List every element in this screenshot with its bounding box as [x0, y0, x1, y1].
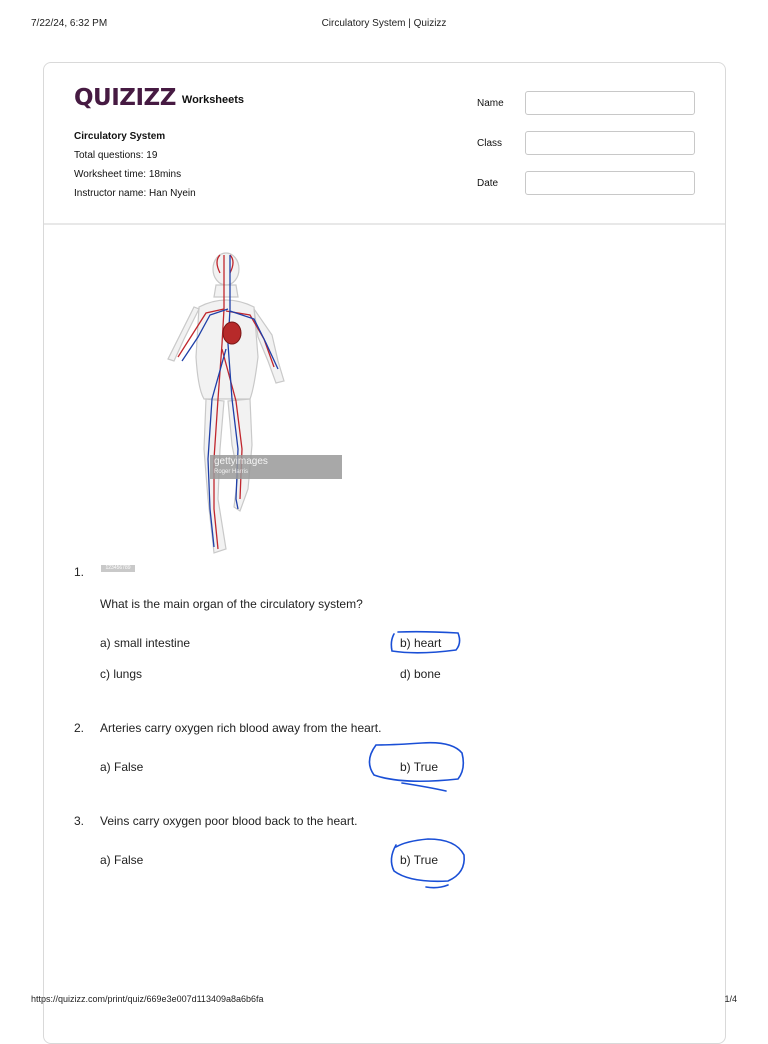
date-label: Date — [477, 177, 499, 189]
question-1-text: What is the main organ of the circulatory system? — [100, 597, 363, 611]
circulatory-system-image — [154, 249, 344, 569]
print-page-title: Circulatory System | Quizizz — [321, 18, 447, 29]
logo-product-name: Worksheets — [181, 94, 245, 106]
class-field[interactable] — [525, 131, 695, 155]
print-url: https://quizizz.com/print/quiz/669e3e007d113409a8a6b6fa — [31, 994, 264, 1004]
question-2-option-a[interactable]: a) False — [100, 760, 144, 774]
worksheet-info — [74, 127, 196, 203]
getty-watermark-sub: Roger Harris — [214, 469, 249, 475]
question-2-option-b[interactable]: b) True — [400, 760, 439, 774]
answer-circle-mark — [388, 629, 464, 659]
worksheet-title: Circulatory System — [74, 131, 166, 142]
getty-watermark — [210, 455, 342, 479]
answer-circle-mark — [386, 835, 472, 891]
question-1-number: 1. — [74, 565, 85, 579]
print-datetime: 7/22/24, 6:32 PM — [31, 18, 108, 29]
logo-wordmark: QUIZIZZ — [74, 85, 176, 111]
question-3-text: Veins carry oxygen poor blood back to the heart. — [100, 814, 358, 828]
name-field-row — [477, 91, 695, 115]
worksheet-card — [43, 62, 726, 1044]
answer-circle-mark — [362, 739, 472, 793]
question-1-option-c[interactable]: c) lungs — [100, 667, 143, 681]
quizizz-logo — [74, 85, 244, 111]
question-2-text: Arteries carry oxygen rich blood away from the heart. — [100, 721, 382, 735]
question-1-option-d[interactable]: d) bone — [400, 667, 441, 681]
print-header — [31, 18, 737, 32]
worksheet-header — [44, 63, 725, 225]
instructor-name: Instructor name: Han Nyein — [74, 188, 196, 199]
class-field-row — [477, 131, 695, 155]
question-3-option-a[interactable]: a) False — [100, 853, 144, 867]
class-label: Class — [477, 137, 503, 149]
print-page-number: 1/4 — [724, 994, 737, 1004]
date-field[interactable] — [525, 171, 695, 195]
date-field-row — [477, 171, 695, 195]
getty-watermark-text: gettyimages — [214, 456, 268, 467]
question-2-number: 2. — [74, 721, 85, 735]
question-1-option-b[interactable]: b) heart — [400, 636, 442, 650]
name-label: Name — [477, 97, 504, 109]
question-1-option-a[interactable]: a) small intestine — [100, 636, 191, 650]
total-questions: Total questions: 19 — [74, 150, 158, 161]
question-3-option-b[interactable]: b) True — [400, 853, 439, 867]
image-credit: 123456789 — [101, 565, 135, 572]
name-field[interactable] — [525, 91, 695, 115]
worksheet-time: Worksheet time: 18mins — [74, 169, 182, 180]
print-footer — [31, 994, 737, 1008]
question-3-number: 3. — [74, 814, 85, 828]
